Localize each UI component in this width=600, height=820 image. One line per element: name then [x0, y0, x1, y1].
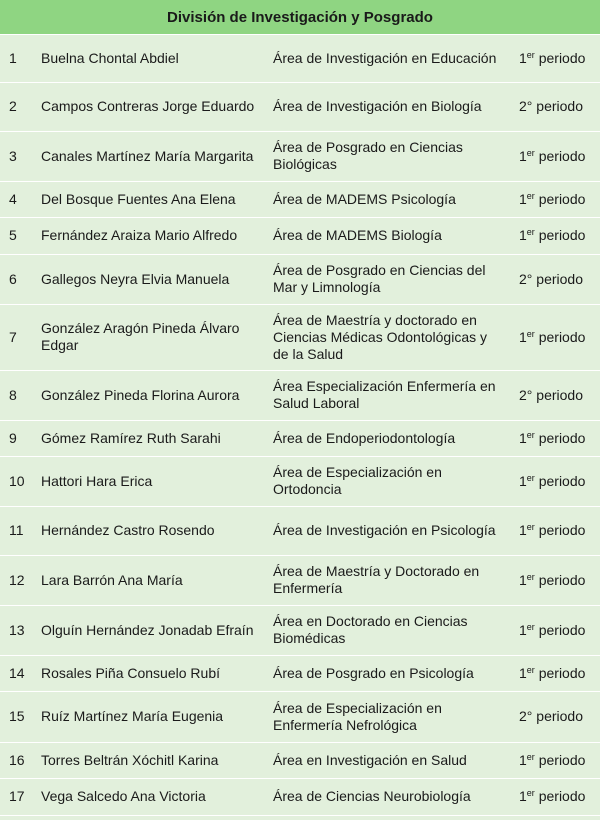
period-label: periodo: [538, 49, 586, 66]
researcher-name: Vega Salcedo Ana Victoria: [41, 778, 273, 815]
researcher-name: Campos Contreras Jorge Eduardo: [41, 82, 273, 131]
period-label: periodo: [536, 386, 583, 403]
period-label: periodo: [536, 708, 583, 724]
table-body: [0, 35, 600, 815]
period-cell: [507, 420, 600, 456]
period-label: periodo: [538, 190, 586, 207]
period-cell: [507, 605, 600, 655]
period-ordinal: 1: [519, 751, 527, 768]
period-label: periodo: [536, 98, 583, 114]
table-title: División de Investigación y Posgrado: [0, 0, 600, 35]
row-number: 16: [0, 742, 41, 778]
period-cell: [507, 304, 600, 370]
period-ordinal-suffix: er: [526, 49, 535, 60]
area-name: Área de Maestría y doctorado en Ciencias Médicas Odontológicas y de la Salud: [273, 304, 507, 370]
row-number: 8: [0, 370, 41, 420]
row-number: 10: [0, 456, 41, 506]
period-ordinal: 1: [519, 788, 527, 804]
researcher-name: Fernández Araiza Mario Alfredo: [41, 217, 273, 254]
row-number: 4: [0, 181, 41, 217]
researcher-name: Buelna Chontal Abdiel: [41, 35, 273, 82]
row-number: 15: [0, 691, 41, 742]
row-number: 11: [0, 506, 41, 555]
period-ordinal: 1: [519, 227, 527, 243]
period-ordinal: 2°: [519, 386, 533, 403]
period-label: periodo: [538, 472, 586, 489]
table-row: [0, 304, 600, 370]
researcher-name: Gallegos Neyra Elvia Manuela: [41, 254, 273, 304]
table-row: [0, 742, 600, 778]
period-ordinal-suffix: er: [526, 621, 535, 632]
period-label: periodo: [536, 270, 583, 287]
period-cell: [507, 181, 600, 217]
period-ordinal: 2°: [519, 270, 533, 287]
period-ordinal-suffix: er: [526, 751, 535, 762]
period-ordinal-suffix: er: [526, 522, 535, 532]
row-number: 9: [0, 420, 41, 456]
researcher-name: Del Bosque Fuentes Ana Elena: [41, 181, 273, 217]
researcher-name: Torres Beltrán Xóchitl Karina: [41, 742, 273, 778]
period-cell: [507, 506, 600, 555]
period-label: periodo: [538, 788, 586, 804]
table-row: [0, 555, 600, 605]
table-row: [0, 420, 600, 456]
period-ordinal: 1: [519, 429, 527, 446]
researcher-name: Lara Barrón Ana María: [41, 555, 273, 605]
researchers-table: [0, 35, 600, 816]
period-ordinal: 1: [519, 522, 527, 538]
table-row: [0, 181, 600, 217]
area-name: Área de Investigación en Biología: [273, 82, 507, 131]
researcher-name: González Aragón Pineda Álvaro Edgar: [41, 304, 273, 370]
area-name: Área Especialización Enfermería en Salud Laboral: [273, 370, 507, 420]
period-label: periodo: [538, 429, 586, 446]
period-cell: [507, 254, 600, 304]
researcher-name: Canales Martínez María Margarita: [41, 131, 273, 181]
row-number: 14: [0, 655, 41, 691]
period-label: periodo: [538, 227, 586, 243]
row-number: 17: [0, 778, 41, 815]
period-cell: [507, 778, 600, 815]
period-ordinal-suffix: er: [526, 227, 535, 237]
area-name: Área de Posgrado en Psicología: [273, 655, 507, 691]
area-name: Área de MADEMS Psicología: [273, 181, 507, 217]
row-number: 5: [0, 217, 41, 254]
table-row: [0, 131, 600, 181]
period-cell: [507, 555, 600, 605]
period-ordinal-suffix: er: [526, 788, 535, 798]
area-name: Área de Endoperiodontología: [273, 420, 507, 456]
period-ordinal-suffix: er: [526, 147, 535, 158]
researcher-name: González Pineda Florina Aurora: [41, 370, 273, 420]
table-row: [0, 35, 600, 82]
period-ordinal-suffix: er: [526, 429, 535, 440]
researcher-name: Hernández Castro Rosendo: [41, 506, 273, 555]
period-cell: [507, 131, 600, 181]
table-row: [0, 370, 600, 420]
period-ordinal: 1: [519, 49, 527, 66]
area-name: Área de Especialización en Enfermería Nefrológica: [273, 691, 507, 742]
table-row: [0, 506, 600, 555]
row-number: 6: [0, 254, 41, 304]
area-name: Área de Maestría y Doctorado en Enfermería: [273, 555, 507, 605]
period-ordinal: 1: [519, 571, 527, 588]
area-name: Área en Investigación en Salud: [273, 742, 507, 778]
period-cell: [507, 217, 600, 254]
researcher-name: Gómez Ramírez Ruth Sarahi: [41, 420, 273, 456]
period-cell: [507, 456, 600, 506]
table-row: [0, 691, 600, 742]
row-number: 2: [0, 82, 41, 131]
row-number: 3: [0, 131, 41, 181]
table-row: [0, 778, 600, 815]
period-ordinal: 2°: [519, 708, 533, 724]
table-row: [0, 82, 600, 131]
area-name: Área de MADEMS Biología: [273, 217, 507, 254]
period-ordinal-suffix: er: [526, 664, 535, 675]
area-name: Área de Posgrado en Ciencias Biológicas: [273, 131, 507, 181]
table-row: [0, 456, 600, 506]
table-row: [0, 254, 600, 304]
period-ordinal-suffix: er: [526, 571, 535, 582]
period-ordinal: 2°: [519, 98, 533, 114]
period-label: periodo: [538, 621, 586, 638]
period-label: periodo: [538, 571, 586, 588]
period-ordinal: 1: [519, 147, 527, 164]
row-number: 1: [0, 35, 41, 82]
period-ordinal-suffix: er: [526, 190, 535, 201]
row-number: 7: [0, 304, 41, 370]
table-row: [0, 217, 600, 254]
area-name: Área en Doctorado en Ciencias Biomédicas: [273, 605, 507, 655]
area-name: Área de Investigación en Psicología: [273, 506, 507, 555]
period-ordinal-suffix: er: [526, 472, 535, 483]
period-label: periodo: [538, 664, 586, 681]
period-label: periodo: [538, 147, 586, 164]
period-cell: [507, 655, 600, 691]
table-row: [0, 655, 600, 691]
period-cell: [507, 35, 600, 82]
area-name: Área de Investigación en Educación: [273, 35, 507, 82]
row-number: 12: [0, 555, 41, 605]
period-ordinal: 1: [519, 190, 527, 207]
period-ordinal-suffix: er: [526, 328, 535, 339]
period-cell: [507, 742, 600, 778]
area-name: Área de Posgrado en Ciencias del Mar y Limnología: [273, 254, 507, 304]
researcher-name: Hattori Hara Erica: [41, 456, 273, 506]
period-ordinal: 1: [519, 328, 527, 345]
table-row: [0, 605, 600, 655]
period-cell: [507, 370, 600, 420]
period-label: periodo: [538, 522, 586, 538]
period-ordinal: 1: [519, 621, 527, 638]
researcher-name: Rosales Piña Consuelo Rubí: [41, 655, 273, 691]
period-label: periodo: [538, 751, 586, 768]
row-number: 13: [0, 605, 41, 655]
period-ordinal: 1: [519, 664, 527, 681]
period-cell: [507, 691, 600, 742]
area-name: Área de Especialización en Ortodoncia: [273, 456, 507, 506]
period-label: periodo: [538, 328, 586, 345]
researcher-name: Ruíz Martínez María Eugenia: [41, 691, 273, 742]
period-cell: [507, 82, 600, 131]
period-ordinal: 1: [519, 472, 527, 489]
area-name: Área de Ciencias Neurobiología: [273, 778, 507, 815]
researcher-name: Olguín Hernández Jonadab Efraín: [41, 605, 273, 655]
